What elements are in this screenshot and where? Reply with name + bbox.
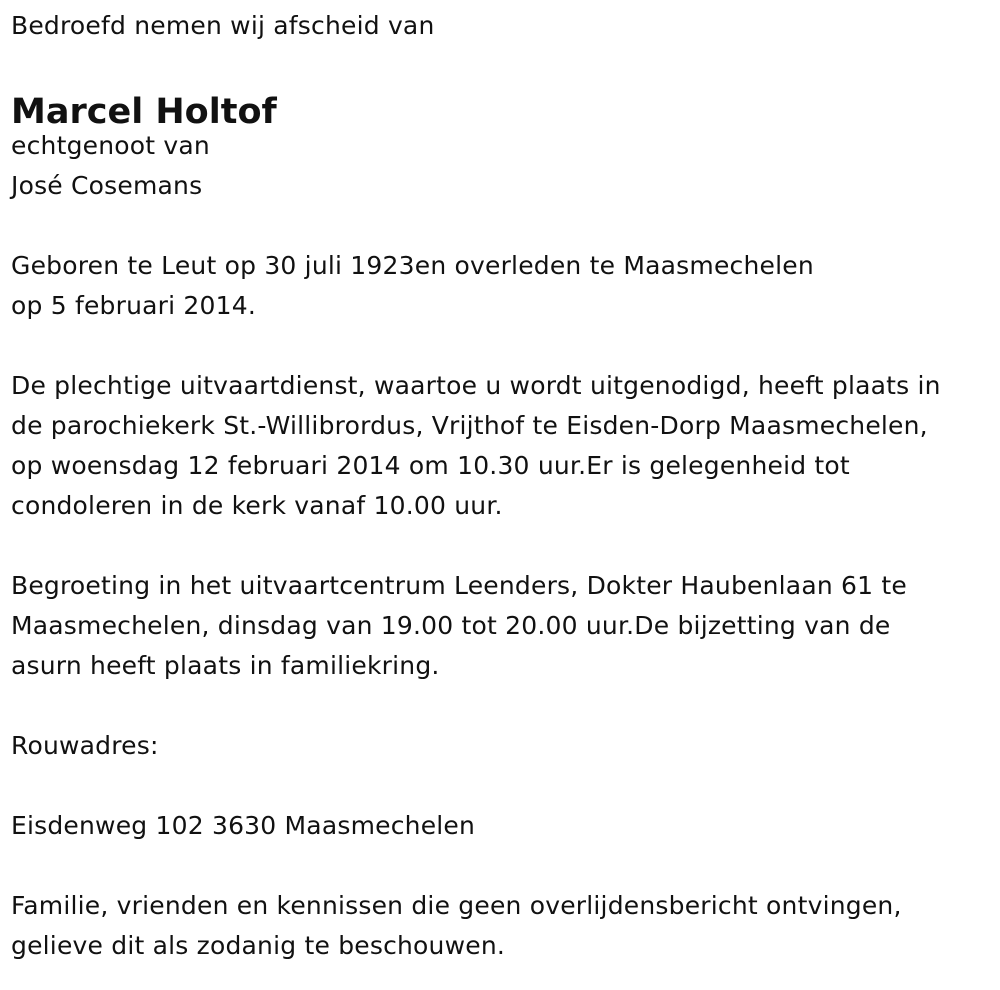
spacer — [11, 206, 996, 246]
paragraph-line: gelieve dit als zodanig te beschouwen. — [11, 931, 506, 960]
spacer — [11, 686, 996, 726]
paragraph-line: asurn heeft plaats in familiekring. — [11, 651, 440, 680]
spacer — [11, 46, 996, 86]
paragraph-line: De plechtige uitvaartdienst, waartoe u wordt uitgenodigd, heeft plaats in — [11, 371, 941, 400]
paragraph-line: Geboren te Leut op 30 juli 1923en overleden te Maasmechelen — [11, 251, 814, 280]
obituary-notice — [11, 0, 996, 966]
intro-text: Bedroefd nemen wij afscheid van — [11, 11, 435, 40]
spouse-name: José Cosemans — [11, 171, 203, 200]
spacer — [11, 526, 996, 566]
paragraph-line: op 5 februari 2014. — [11, 291, 256, 320]
spacer — [11, 766, 996, 806]
spacer — [11, 326, 996, 366]
relation-text: echtgenoot van — [11, 131, 210, 160]
closing-paragraph — [11, 886, 996, 966]
service-paragraph — [11, 366, 996, 526]
greeting-paragraph — [11, 566, 996, 686]
deceased-name: Marcel Holtof — [11, 92, 277, 132]
paragraph-line: Familie, vrienden en kennissen die geen overlijdensbericht ontvingen, — [11, 891, 902, 920]
paragraph-line: Maasmechelen, dinsdag van 19.00 tot 20.00 uur.De bijzetting van de — [11, 611, 891, 640]
birth-death-paragraph — [11, 246, 996, 326]
paragraph-line: Begroeting in het uitvaartcentrum Leenders, Dokter Haubenlaan 61 te — [11, 571, 907, 600]
spacer — [11, 846, 996, 886]
address-label: Rouwadres: — [11, 731, 159, 760]
paragraph-line: op woensdag 12 februari 2014 om 10.30 uur.Er is gelegenheid tot — [11, 451, 850, 480]
paragraph-line: de parochiekerk St.-Willibrordus, Vrijthof te Eisden-Dorp Maasmechelen, — [11, 411, 928, 440]
mourning-address: Eisdenweg 102 3630 Maasmechelen — [11, 811, 476, 840]
paragraph-line: condoleren in de kerk vanaf 10.00 uur. — [11, 491, 503, 520]
